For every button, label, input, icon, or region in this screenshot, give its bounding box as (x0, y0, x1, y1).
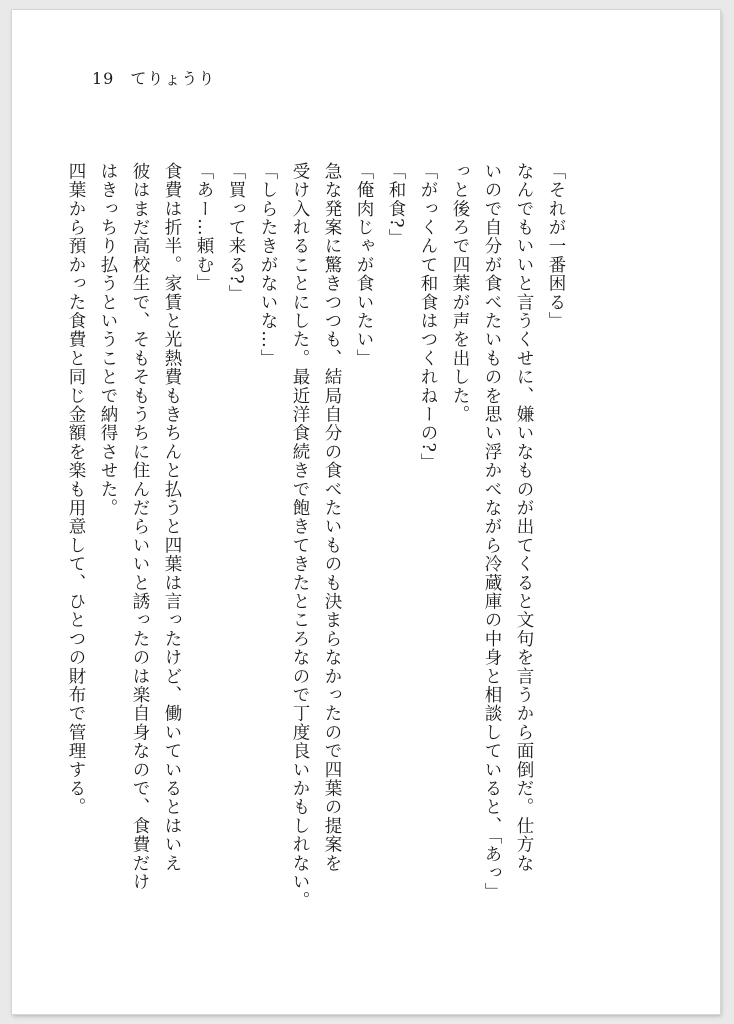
text-line: っと後ろで四葉が声を出した。 (450, 162, 470, 424)
text-line: はきっちり払うということで納得させた。 (98, 162, 118, 518)
text-line: なんでもいいと言うくせに、嫌いなものが出てくると文句を言うから面倒だ。仕方な (514, 162, 534, 873)
text-line: 「しらたきがないな…」 (258, 162, 278, 368)
text-line: 「それが一番困る」 (546, 162, 566, 331)
text-line: 「俺肉じゃが食いたい」 (354, 162, 374, 368)
text-line: 受け入れることにした。最近洋食続きで飽きてきたところなので丁度良いかもしれない。 (290, 162, 310, 910)
text-line: 「買って来る?」 (226, 162, 246, 304)
text-line: 彼はまだ高校生で、そもそもうちに住んだらいいと誘ったのは楽自身なので、食費だけ (130, 162, 150, 892)
book-page (12, 10, 720, 1014)
text-line: 「がっくんて和食はつくれねーの?」 (418, 162, 438, 472)
text-line: 食費は折半。家賃と光熱費もきちんと払うと四葉は言ったけど、働いているとはいえ (162, 162, 182, 873)
text-line: 急な発案に驚きつつも、結局自分の食べたいものも決まらなかったので四葉の提案を (322, 162, 342, 873)
vertical-text-body (60, 162, 572, 942)
text-line: 四葉から預かった食費と同じ金額を楽も用意して、ひとつの財布で管理する。 (66, 162, 86, 817)
text-line: 「和食?」 (386, 162, 406, 248)
running-header (92, 66, 215, 89)
chapter-title: てりょうり (130, 69, 216, 88)
text-line: いので自分が食べたいものを思い浮かべながら冷蔵庫の中身と相談していると、「あっ」 (482, 162, 502, 902)
text-line: 「あー…頼む」 (194, 162, 214, 293)
page-number: 19 (92, 69, 115, 88)
